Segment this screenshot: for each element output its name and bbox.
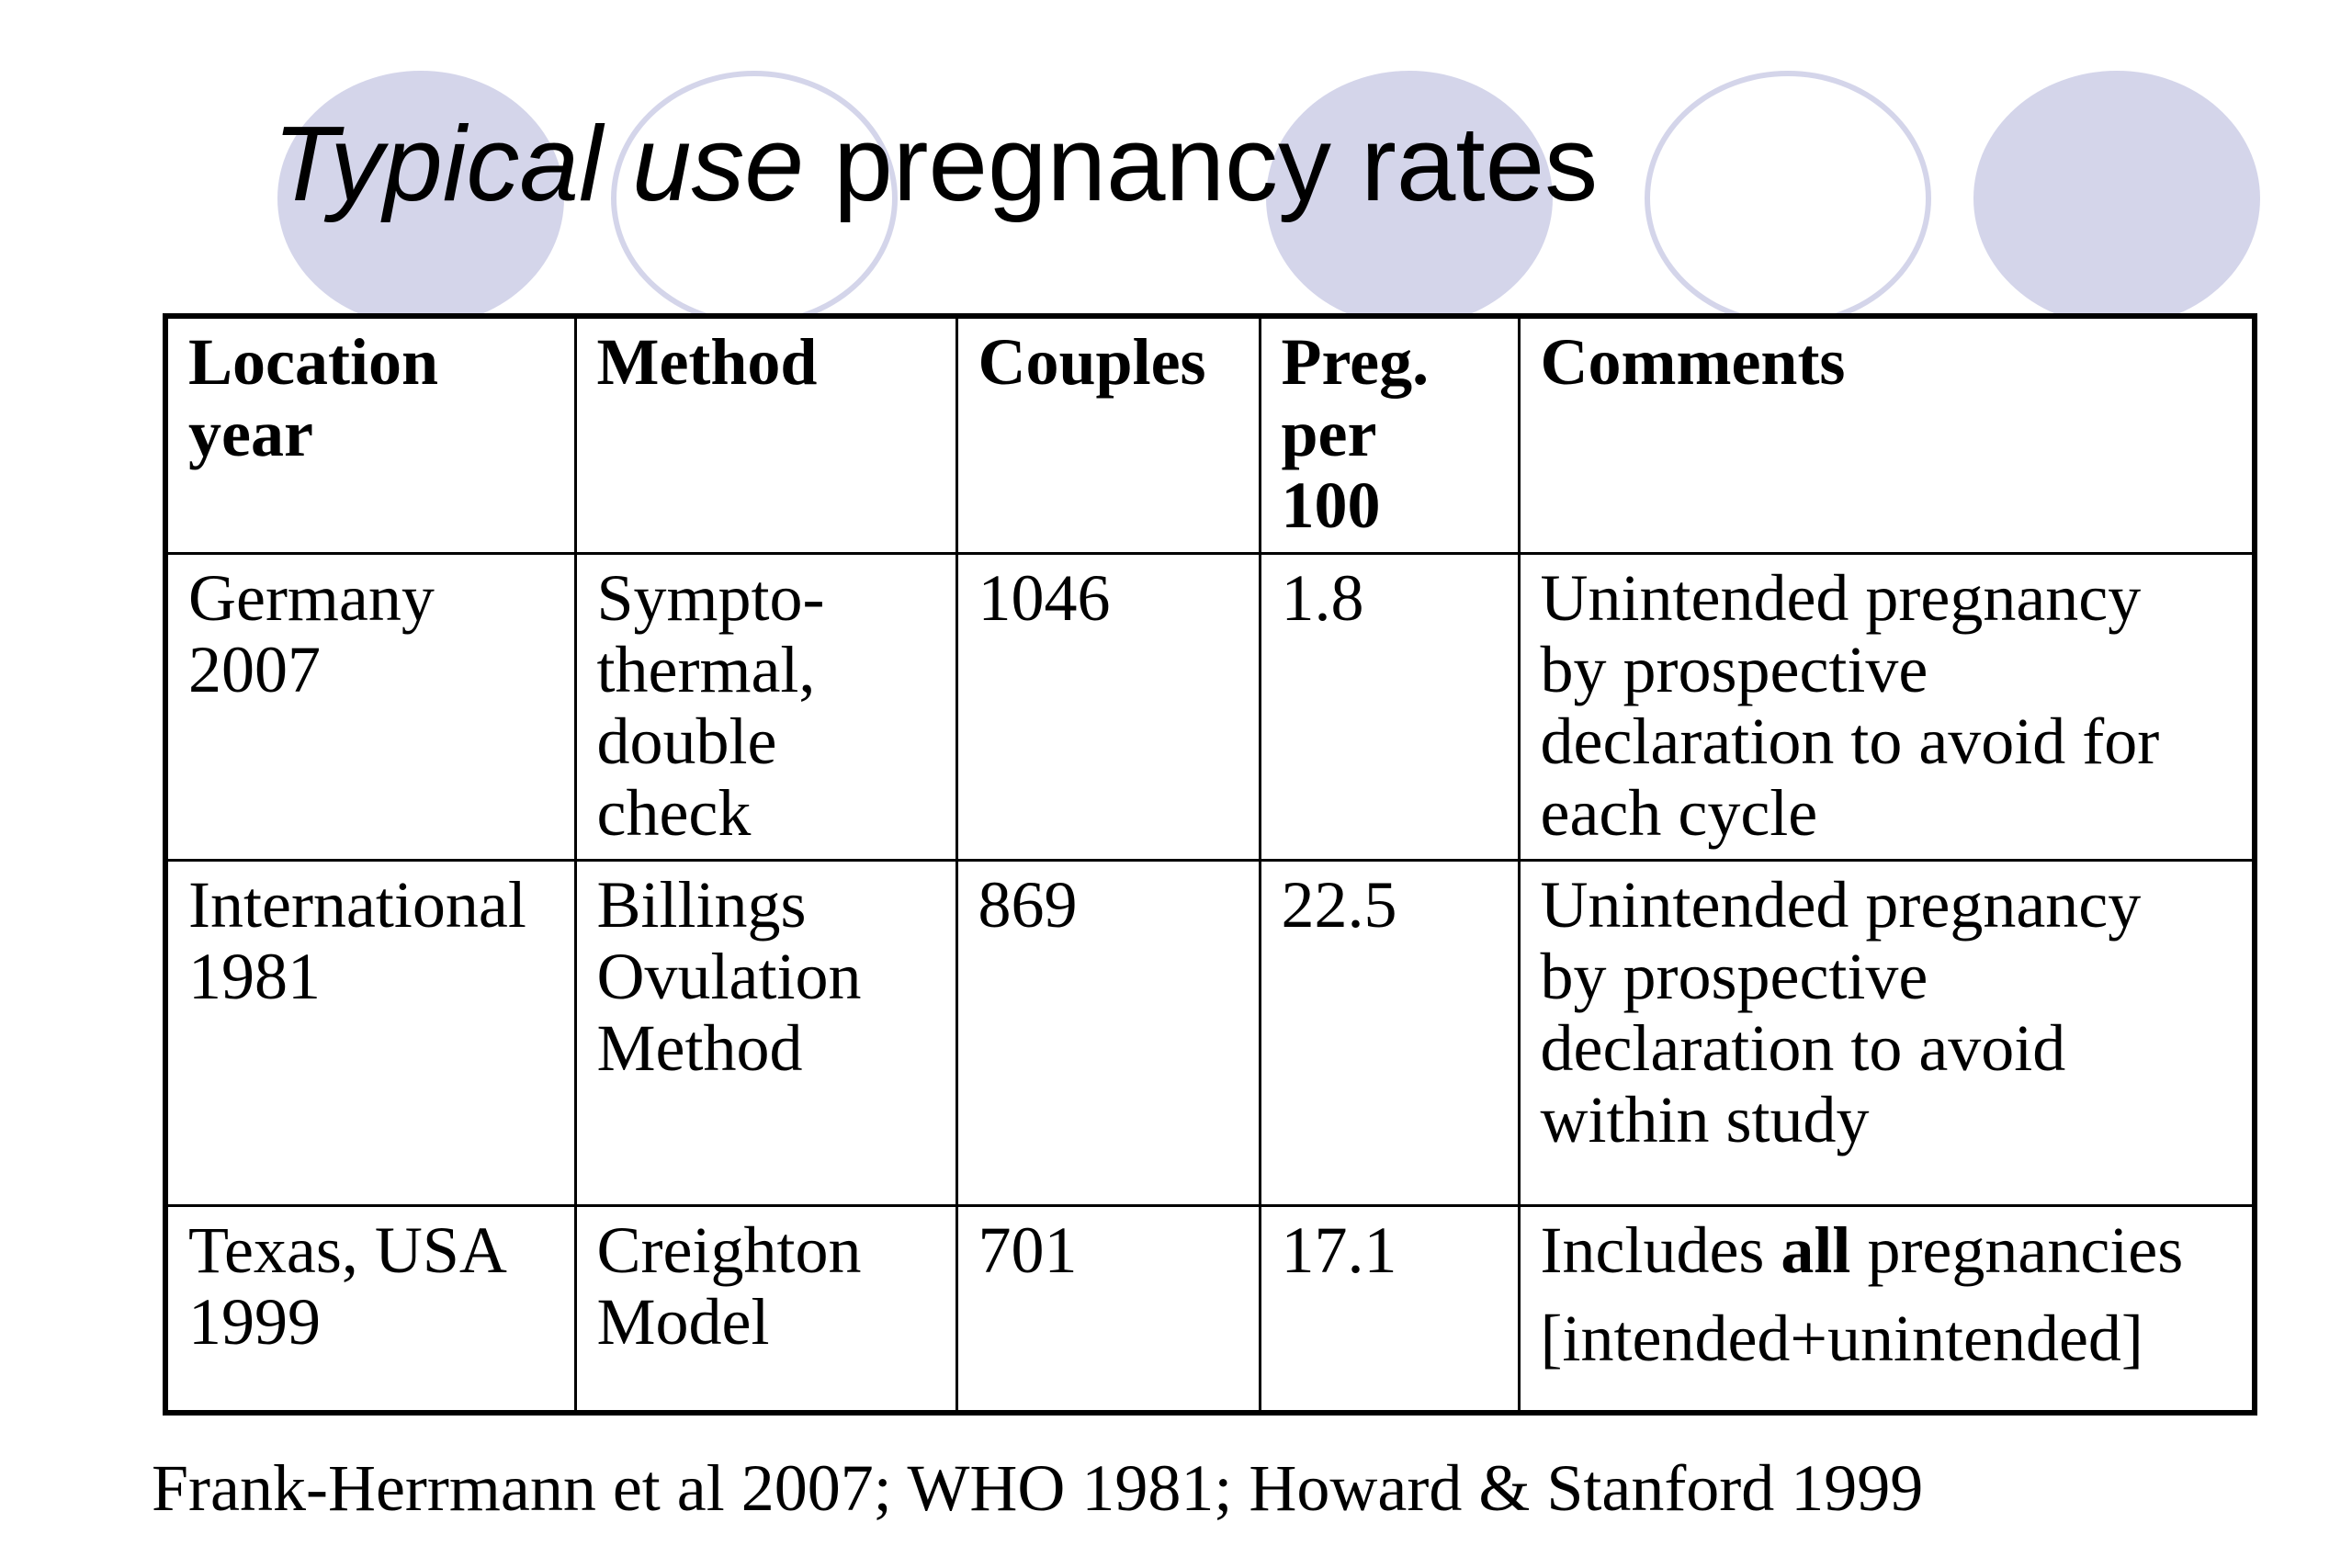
cell-couples: 869	[956, 860, 1260, 1205]
comment-line-2: [intended+unintended]	[1540, 1301, 2143, 1375]
cell-comments: Unintended pregnancy by prospective declaration to avoid within study	[1519, 860, 2255, 1205]
table-header-row	[165, 316, 2255, 553]
header-location-year: Location year	[165, 316, 575, 553]
cell-location: International 1981	[165, 860, 575, 1205]
cell-location: Germany 2007	[165, 553, 575, 860]
cell-preg: 1.8	[1260, 553, 1519, 860]
cell-preg: 17.1	[1260, 1205, 1519, 1413]
cell-couples: 701	[956, 1205, 1260, 1413]
table-row	[165, 553, 2255, 860]
cell-method: Sympto- thermal, double check	[575, 553, 956, 860]
table-row	[165, 1205, 2255, 1413]
cell-comments	[1519, 1205, 2255, 1413]
cell-comments: Unintended pregnancy by prospective declaration to avoid for each cycle	[1519, 553, 2255, 860]
decor-circle-4	[1645, 71, 1931, 326]
header-comments: Comments	[1519, 316, 2255, 553]
table-row	[165, 860, 2255, 1205]
pregnancy-rates-table	[163, 313, 2257, 1416]
cell-location: Texas, USA 1999	[165, 1205, 575, 1413]
header-method: Method	[575, 316, 956, 553]
emphasis-all: all	[1781, 1213, 1851, 1287]
cell-method: Creighton Model	[575, 1205, 956, 1413]
cell-method: Billings Ovulation Method	[575, 860, 956, 1205]
slide-title	[273, 99, 1598, 228]
source-citation: Frank-Herrmann et al 2007; WHO 1981; Howard & Stanford 1999	[152, 1451, 1924, 1525]
cell-preg: 22.5	[1260, 860, 1519, 1205]
cell-couples: 1046	[956, 553, 1260, 860]
title-italic: Typical use	[273, 104, 805, 223]
header-preg-per-100: Preg. per 100	[1260, 316, 1519, 553]
decor-circle-5	[1973, 71, 2260, 326]
comment-line-1: Includes all pregnancies	[1540, 1213, 2184, 1287]
title-rest: pregnancy rates	[804, 104, 1599, 223]
header-couples: Couples	[956, 316, 1260, 553]
